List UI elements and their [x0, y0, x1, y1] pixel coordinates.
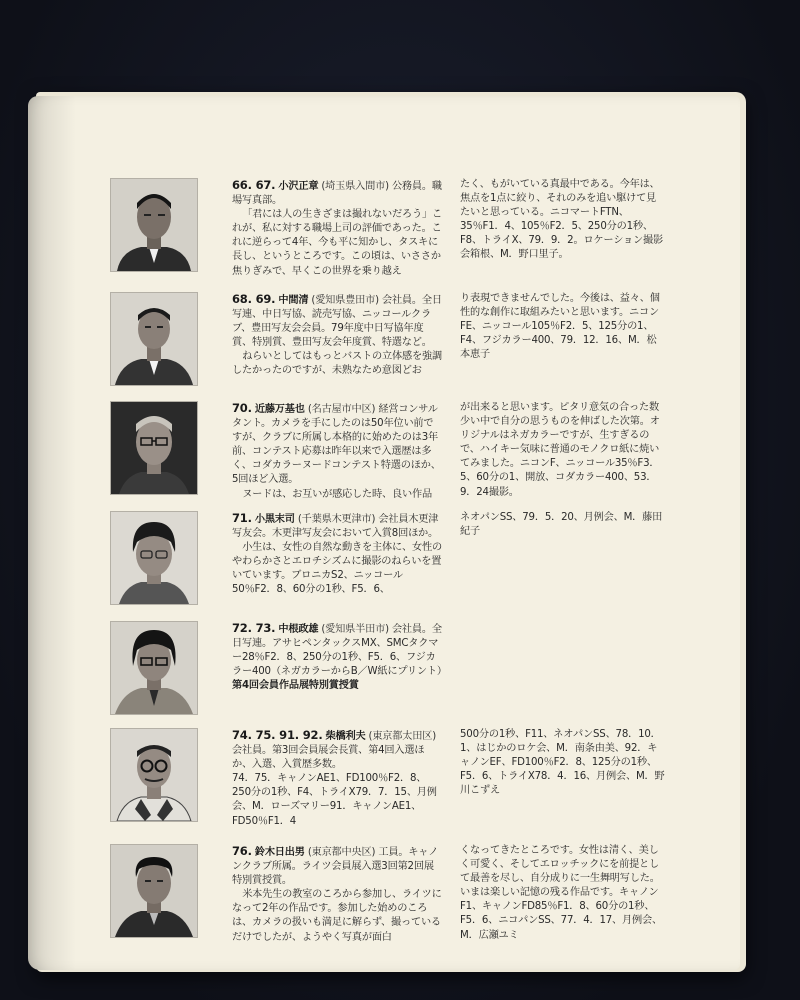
entry-text-col2: くなってきたところです。女性は清く、美しく可愛く、そしてエロッチックにを前提として最善を尽し、自分成りに一生舞明写した。いまは楽しい記憶の残る作品です。キャノンF1、キャノンFD85％F1．8、60分の1秒、F5．6、ニコパンSS、77．4．17、月例会、M．広瀬ユミ	[460, 845, 662, 941]
entry-line: 会社員木更津写友会。木更津写友会において入賞8回ほか。	[232, 514, 439, 540]
entry-location: (愛知県半田市)	[321, 624, 389, 635]
entry-heading	[232, 728, 442, 772]
portrait-photo	[110, 401, 198, 495]
entry-number: 74. 75. 91. 92.	[232, 728, 323, 742]
entry-number: 76.	[232, 844, 252, 858]
entry-line: 小生は、女性の自然な動きを主体に、女性のやわらかさとエロチシズムに撮影のねらいを置いています。ブロニカS2、ニッコール50％F2．8、60分の1秒、F5．6、	[232, 542, 442, 596]
entry-text-col2: り表現できませんでした。今後は、益々、個性的な創作に取組みたいと思います。ニコンFE、ニッコール105％F2．5、125分の1、F4、フジカラー400、79．12．16、M．松本恵子	[460, 293, 660, 361]
entry-line: 会社員。全日写連、中日写協、読売写協、ニッコールクラブ、豊田写友会会員。79年度中日写協年度賞、特別賞、豊田写友会年度賞、特選など。	[232, 295, 442, 349]
portrait-man-glasses-icon	[111, 729, 197, 821]
portrait-photo	[110, 511, 198, 605]
page-spine-shadow	[28, 96, 76, 970]
entry-text-col1	[232, 178, 442, 279]
entry-line: 会社員。全日写連。アサヒペンタックスMX、SMCタクマー28％F2．8、250分の1秒、F5．6、フジカラー400（ネガカラーからB／W紙にプリント）	[232, 624, 447, 678]
entry-location: (東京都中央区)	[307, 847, 376, 858]
portrait-man-suit-icon	[111, 179, 197, 271]
portrait-photo	[110, 728, 198, 822]
entry-location: (埼玉県入間市)	[321, 181, 389, 192]
portrait-man-glasses-icon	[111, 622, 197, 714]
entry-name: 鈴木日出男	[254, 847, 305, 858]
entry-text-col1	[232, 292, 442, 379]
entry-heading	[232, 844, 442, 888]
entry-line: 経営コンサルタント。カメラを手にしたのは50年位い前ですが、クラブに所属し本格的に始めたのは3年前、コンテスト応募は昨年以来で入選歴は多く、コダカラーヌードコンテスト特選のほか、5回ほど入選。	[232, 404, 441, 486]
entry-heading	[232, 621, 447, 679]
entry-text-col2: たく、もがいている真最中である。今年は、焦点を1点に絞り、それのみを追い駆けて見たいと思っている。ニコマートFTN、35％F1．4、105％F2．5、250分の1秒、F8、トライX、79．9．2。ロケーション撮影会箱根、M．野口里子。	[460, 179, 663, 261]
portrait-man-glasses-icon	[111, 402, 197, 494]
entry-text-col1	[232, 844, 442, 945]
entry-location: (千葉県木更津市)	[297, 514, 376, 525]
portrait-man-suit-icon	[111, 293, 197, 385]
portrait-photo	[110, 178, 198, 272]
entry-line: 会社員。第3回会員展会長賞、第4回入選ほか、入選、入賞歴多数。	[232, 745, 425, 771]
entry-name: 中根政雄	[278, 624, 319, 635]
entry-text-col1	[232, 401, 442, 502]
entry-location: (東京都太田区)	[368, 731, 437, 742]
entry-name: 小黒末司	[254, 514, 295, 525]
entry-name: 近藤万基也	[254, 404, 305, 415]
entry-text-col1	[232, 511, 442, 598]
entry-line: ヌードは、お互いが感応した時、良い作品	[242, 488, 432, 500]
portrait-man-glasses-icon	[111, 512, 197, 604]
book-page	[28, 96, 740, 970]
award-note: 第4回会員作品展特別賞授賞	[232, 680, 359, 692]
entry-text-col2: 500分の1秒、F11、ネオパンSS、78．10．1、はじかのロケ会、M．南条由美、92．キャノンEF、FD100％F2．8、125分の1秒、F5．6、トライX78．4．16、月例会、M．野川こずえ	[460, 729, 665, 797]
entry-name: 小沢正章	[278, 181, 319, 192]
entry-name: 中間清	[278, 295, 309, 306]
entry-name: 柴橋利夫	[325, 731, 366, 742]
entry-heading	[232, 178, 442, 208]
entry-line: 工員。キャノンクラブ所属。ライツ会員展入選3回第2回展特別賞授賞。	[232, 847, 439, 887]
entry-number: 68. 69.	[232, 292, 276, 306]
entry-number: 66. 67.	[232, 178, 276, 192]
portrait-photo	[110, 292, 198, 386]
portrait-photo	[110, 621, 198, 715]
entry-text-col2: が出来ると思います。ピタリ意気の合った数少い中で自分の思うものを伸ばした次第。オリジナルはネガカラーですが、生すぎるので、ハイキー気味に普通のモノクロ紙に焼いてみました。ニコンF、ニッコール35％F3．5、60分の1、開放、コダカラー400、53．9．24撮影。	[460, 402, 660, 498]
entry-text-col1	[232, 621, 447, 693]
entry-line: 74．75．キャノンAE1、FD100％F2．8、250分の1秒、F4、トライX79．7．15、月例会、M．ローズマリー91．キャノンAE1、FD50％F1．4	[232, 773, 437, 827]
entry-text-col2: ネオパンSS、79．5．20、月例会、M．藤田紀子	[460, 512, 663, 538]
entry-line: 「君には人の生きざまは撮れないだろう」これが、私に対する職場上司の評価であった。これに逆らって4年、今も平に知かし、タスキに長し、というところです。この頃は、いささか焦りぎみで、早くこの世界を乗り越え	[232, 209, 442, 277]
entry-text-col1	[232, 728, 442, 829]
entry-line: 米本先生の教室のころから参加し、ライツになって2年の作品です。参加した始めのころは、カメラの扱いも満足に解らず、撮っているだけでしたが、ようやく写真が面白	[232, 889, 442, 943]
entry-location: (愛知県豊田市)	[311, 295, 379, 306]
entry-heading	[232, 401, 442, 488]
entry-number: 72. 73.	[232, 621, 276, 635]
portrait-man-icon	[111, 845, 197, 937]
entry-number: 70.	[232, 401, 252, 415]
entry-heading	[232, 292, 442, 350]
entry-line: 公務員。職場写真部。	[232, 181, 442, 207]
entry-heading	[232, 511, 442, 541]
entry-number: 71.	[232, 511, 252, 525]
entry-location: (名古屋市中区)	[307, 404, 376, 415]
portrait-photo	[110, 844, 198, 938]
entry-line: ねらいとしてはもっとバストの立体感を強調したかったのですが、未熟なため意図どお	[232, 351, 442, 377]
